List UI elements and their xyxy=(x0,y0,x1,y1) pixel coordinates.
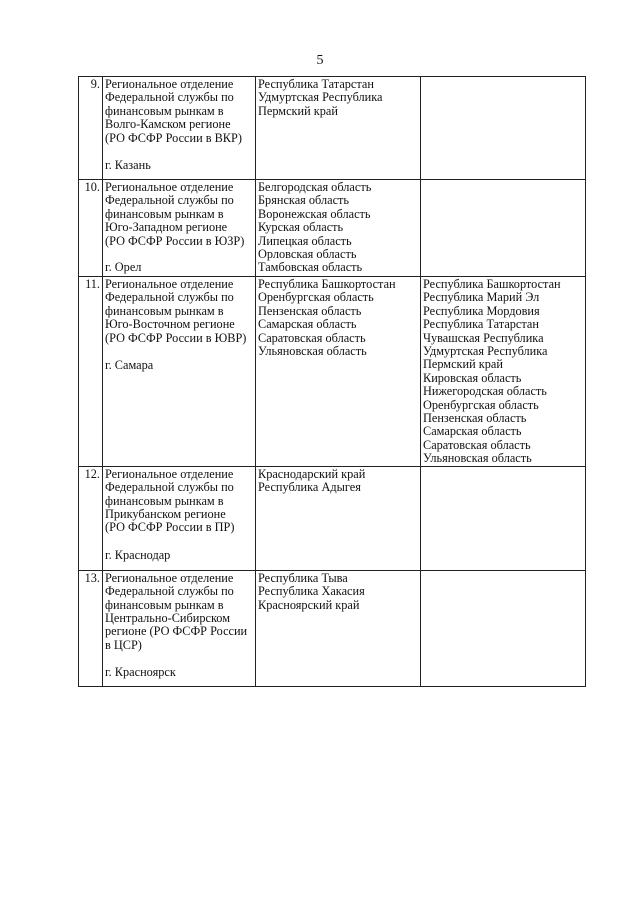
office-cell xyxy=(103,277,256,467)
office-line: Федеральной службы по xyxy=(105,90,234,105)
office-line: финансовым рынкам в xyxy=(105,493,224,508)
subjects-cell xyxy=(256,277,421,467)
office-line: Федеральной службы по xyxy=(105,290,234,305)
office-line: Юго-Западном регионе xyxy=(105,220,228,235)
office-line: (РО ФСФР России в ЮВР) xyxy=(105,330,247,345)
office-city: г. Красноярск xyxy=(105,665,176,680)
office-line: Юго-Восточном регионе xyxy=(105,317,235,332)
office-line: финансовым рынкам в xyxy=(105,206,224,221)
office-cell xyxy=(103,466,256,570)
subject-item: Удмуртская Республика xyxy=(258,90,383,105)
page-number: 5 xyxy=(316,53,324,68)
office-line: Федеральной службы по xyxy=(105,193,234,208)
extra-item: Республика Башкортостан xyxy=(423,277,561,291)
subjects-cell xyxy=(256,466,421,570)
office-line: финансовым рынкам в xyxy=(105,303,224,318)
extra-item: Кировская область xyxy=(423,370,522,385)
subject-item: Республика Адыгея xyxy=(258,480,361,495)
subject-item: Красноярский край xyxy=(258,597,360,612)
subject-item: Воронежская область xyxy=(258,206,371,221)
subject-item: Самарская область xyxy=(258,317,357,332)
extra-cell xyxy=(421,570,586,686)
subject-item: Оренбургская область xyxy=(258,290,374,305)
table-row xyxy=(79,466,586,570)
extra-item: Чувашская Республика xyxy=(423,330,544,345)
office-line: Центрально-Сибирском xyxy=(105,610,230,625)
subject-item: Республика Тыва xyxy=(258,570,348,585)
office-line: регионе (РО ФСФР России xyxy=(105,624,248,639)
regional-offices-table xyxy=(78,76,586,687)
office-line: Региональное отделение xyxy=(105,570,234,585)
office-line: Региональное отделение xyxy=(105,77,234,91)
office-line: финансовым рынкам в xyxy=(105,103,224,118)
extra-cell xyxy=(421,466,586,570)
office-line: Региональное отделение xyxy=(105,277,234,291)
office-line: финансовым рынкам в xyxy=(105,597,224,612)
office-line: Волго-Камском регионе xyxy=(105,117,231,132)
extra-item: Саратовская область xyxy=(423,437,531,452)
subject-item: Республика Татарстан xyxy=(258,77,374,91)
office-city: г. Краснодар xyxy=(105,547,171,562)
extra-cell xyxy=(421,180,586,277)
subjects-cell xyxy=(256,180,421,277)
office-line: Региональное отделение xyxy=(105,466,234,481)
row-number: 9. xyxy=(79,77,103,180)
extra-cell xyxy=(421,77,586,180)
subject-item: Пермский край xyxy=(258,103,338,118)
row-number: 10. xyxy=(79,180,103,277)
extra-item: Самарская область xyxy=(423,424,522,439)
office-line: Прикубанском регионе xyxy=(105,506,226,521)
extra-cell xyxy=(421,277,586,467)
extra-item: Оренбургская область xyxy=(423,397,539,412)
office-cell xyxy=(103,180,256,277)
subject-item: Липецкая область xyxy=(258,233,352,248)
row-number: 11. xyxy=(79,277,103,467)
extra-item: Республика Марий Эл xyxy=(423,290,540,305)
office-city: г. Самара xyxy=(105,358,154,373)
extra-item: Республика Мордовия xyxy=(423,303,540,318)
table-row xyxy=(79,77,586,180)
office-cell xyxy=(103,570,256,686)
office-city: г. Орел xyxy=(105,260,142,275)
office-line: в ЦСР) xyxy=(105,637,142,652)
subject-item: Краснодарский край xyxy=(258,466,366,481)
office-line: Федеральной службы по xyxy=(105,480,234,495)
extra-item: Ульяновская область xyxy=(423,451,532,466)
extra-item: Пензенская область xyxy=(423,411,527,426)
subject-item: Республика Хакасия xyxy=(258,584,365,599)
subject-item: Белгородская область xyxy=(258,180,372,194)
subject-item: Ульяновская область xyxy=(258,344,367,359)
office-line: (РО ФСФР России в ВКР) xyxy=(105,130,242,145)
table-row xyxy=(79,277,586,467)
office-line: (РО ФСФР России в ЮЗР) xyxy=(105,233,245,248)
subject-item: Тамбовская область xyxy=(258,260,363,275)
subject-item: Орловская область xyxy=(258,247,357,262)
subject-item: Курская область xyxy=(258,220,344,235)
table-row xyxy=(79,180,586,277)
office-line: (РО ФСФР России в ПР) xyxy=(105,520,235,535)
office-cell xyxy=(103,77,256,180)
extra-item: Пермский край xyxy=(423,357,503,372)
office-city: г. Казань xyxy=(105,158,151,173)
extra-item: Удмуртская Республика xyxy=(423,344,548,359)
subjects-cell xyxy=(256,77,421,180)
subjects-cell xyxy=(256,570,421,686)
row-number: 13. xyxy=(79,570,103,686)
subject-item: Саратовская область xyxy=(258,330,366,345)
table-row xyxy=(79,570,586,686)
office-line: Федеральной службы по xyxy=(105,584,234,599)
subject-item: Брянская область xyxy=(258,193,350,208)
subject-item: Республика Башкортостан xyxy=(258,277,396,291)
subject-item: Пензенская область xyxy=(258,303,362,318)
extra-item: Нижегородская область xyxy=(423,384,547,399)
office-line: Региональное отделение xyxy=(105,180,234,194)
extra-item: Республика Татарстан xyxy=(423,317,539,332)
row-number: 12. xyxy=(79,466,103,570)
